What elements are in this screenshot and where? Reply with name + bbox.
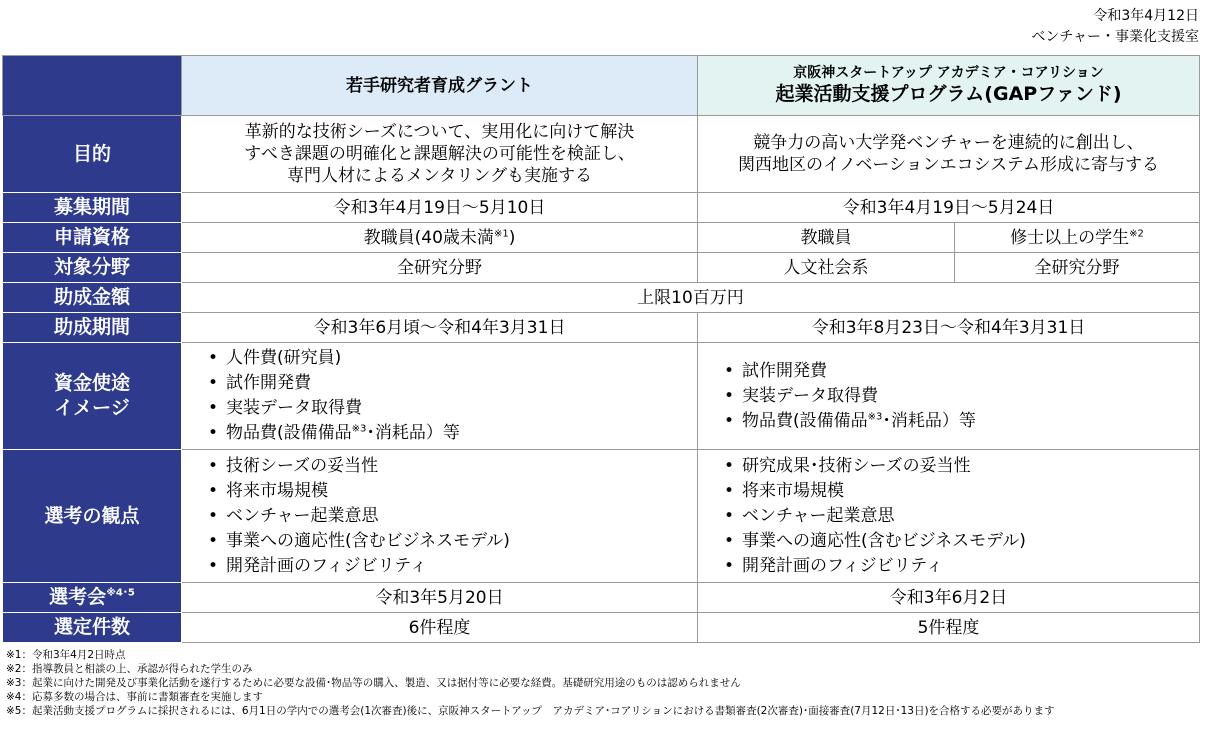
gap-criteria-list	[698, 454, 1199, 579]
gap-purpose-line: 競争力の高い大学発ベンチャーを連続的に創出し、	[753, 133, 1144, 153]
gap-funds	[698, 343, 1200, 450]
list-item-text: ･消耗品）等	[366, 423, 460, 443]
list-item: • 人件費(研究員)	[208, 346, 697, 371]
funds-label-line: イメージ	[54, 397, 130, 419]
grant-purpose	[182, 116, 698, 193]
funds-label	[3, 343, 182, 450]
grant-criteria-list	[182, 454, 697, 579]
list-item: • 試作開発費	[724, 359, 1199, 384]
list-item-text: 物品費(設備備品	[226, 423, 352, 443]
grant-field: 全研究分野	[182, 253, 698, 283]
count-label: 選定件数	[3, 613, 182, 643]
funds-row	[3, 343, 1200, 450]
count-row	[3, 613, 1200, 643]
list-item: • 事業への適応性(含むビジネスモデル)	[208, 529, 697, 554]
duration-row	[3, 313, 1200, 343]
footnote: ※2：指導教員と相談の上、承認が得られた学生のみ	[6, 663, 253, 675]
list-item: • ベンチャー起業意思	[724, 504, 1199, 529]
grant-criteria	[182, 450, 698, 583]
comparison-table	[2, 55, 1200, 643]
period-label: 募集期間	[3, 193, 182, 223]
purpose-label: 目的	[3, 116, 182, 193]
footnote: ※4：応募多数の場合は、事前に書類審査を実施します	[6, 691, 263, 703]
gap-eligibility-students-text: 修士以上の学生	[1010, 227, 1130, 248]
footnote: ※5：起業活動支援プログラムに採択されるには、6月1日の学内での選考会(1次審査)後に、京阪神スタートアップ アカデミア･コアリションにおける書類審査(2次審査)･面接審査(7月12日･13日)を合格する必要があります	[6, 705, 1055, 717]
list-item: • 技術シーズの妥当性	[208, 454, 697, 479]
gap-header-subtitle: 京阪神スタートアップ アカデミア・コアリション	[793, 65, 1104, 81]
footnote-ref: ※2	[1129, 227, 1144, 239]
funds-label-line: 資金使途	[53, 372, 130, 394]
criteria-row	[3, 450, 1200, 583]
list-item: • ベンチャー起業意思	[208, 504, 697, 529]
gap-field-all: 全研究分野	[955, 253, 1200, 283]
meeting-label	[3, 583, 182, 613]
field-row	[3, 253, 1200, 283]
field-label: 対象分野	[3, 253, 182, 283]
gap-duration: 令和3年8月23日～令和4年3月31日	[698, 313, 1200, 343]
grant-meeting: 令和3年5月20日	[182, 583, 698, 613]
list-item: • 開発計画のフィジビリティ	[724, 554, 1199, 579]
gap-header-title: 起業活動支援プログラム(GAPファンド)	[775, 83, 1122, 105]
amount-row	[3, 283, 1200, 313]
gap-funds-list	[698, 359, 1199, 434]
gap-eligibility-staff: 教職員	[698, 223, 955, 253]
list-item: • 将来市場規模	[724, 479, 1199, 504]
duration-label: 助成期間	[3, 313, 182, 343]
gap-meeting: 令和3年6月2日	[698, 583, 1200, 613]
footnote-ref: ※3	[867, 410, 883, 422]
list-item: • 将来市場規模	[208, 479, 697, 504]
issue-date: 令和3年4月12日	[1093, 8, 1199, 24]
eligibility-label: 申請資格	[3, 223, 182, 253]
gap-count: 5件程度	[698, 613, 1200, 643]
footnote-ref: ※1	[493, 227, 509, 239]
list-item-text: 物品費(設備備品	[742, 410, 868, 431]
gap-field-humanities: 人文社会系	[698, 253, 955, 283]
footnote: ※3：起業に向けた開発及び事業化活動を遂行するために必要な設備･物品等の購入、製造、又は据付等に必要な経費。基礎研究用途のものは認められません	[6, 677, 741, 689]
document-header	[1031, 6, 1199, 48]
grant-duration: 令和3年6月頃～令和4年3月31日	[182, 313, 698, 343]
gap-purpose-line: 関西地区のイノベーションエコシステム形成に寄与する	[738, 155, 1159, 175]
list-item: • 試作開発費	[208, 371, 697, 396]
purpose-row	[3, 116, 1200, 193]
corner-cell	[3, 56, 182, 116]
list-item	[208, 421, 697, 446]
list-item: • 開発計画のフィジビリティ	[208, 554, 697, 579]
gap-period: 令和3年4月19日～5月24日	[698, 193, 1200, 223]
footnotes	[6, 648, 1055, 718]
list-item: • 研究成果･技術シーズの妥当性	[724, 454, 1199, 479]
eligibility-row	[3, 223, 1200, 253]
table-header-row	[3, 56, 1200, 116]
list-item: • 実装データ取得費	[208, 396, 697, 421]
amount-label: 助成金額	[3, 283, 182, 313]
grant-purpose-line: 専門人材によるメンタリングも実施する	[287, 166, 592, 186]
issuing-office: ベンチャー・事業化支援室	[1031, 29, 1199, 45]
list-item: • 実装データ取得費	[724, 384, 1199, 409]
period-row	[3, 193, 1200, 223]
grant-purpose-line: すべき課題の明確化と課題解決の可能性を検証し、	[244, 144, 635, 164]
grant-funds	[182, 343, 698, 450]
grant-eligibility	[182, 223, 698, 253]
list-item	[724, 409, 1199, 434]
amount-value: 上限10百万円	[182, 283, 1200, 313]
grant-column-header: 若手研究者育成グラント	[182, 56, 698, 116]
grant-purpose-line: 革新的な技術シーズについて、実用化に向けて解決	[244, 122, 635, 142]
footnote-ref: ※3	[351, 423, 367, 435]
meeting-row	[3, 583, 1200, 613]
grant-period: 令和3年4月19日～5月10日	[182, 193, 698, 223]
grant-eligibility-close: )	[508, 227, 516, 248]
list-item: • 事業への適応性(含むビジネスモデル)	[724, 529, 1199, 554]
footnote-ref: ※4･5	[106, 587, 135, 599]
gap-eligibility-students	[955, 223, 1200, 253]
criteria-label: 選考の観点	[3, 450, 182, 583]
gap-purpose	[698, 116, 1200, 193]
grant-funds-list	[182, 346, 697, 446]
grant-count: 6件程度	[182, 613, 698, 643]
gap-column-header	[698, 56, 1200, 116]
footnote: ※1：令和3年4月2日時点	[6, 649, 126, 661]
gap-criteria	[698, 450, 1200, 583]
meeting-label-text: 選考会	[49, 586, 107, 608]
list-item-text: ･消耗品）等	[882, 410, 976, 431]
grant-eligibility-text: 教職員(40歳未満	[363, 227, 494, 248]
